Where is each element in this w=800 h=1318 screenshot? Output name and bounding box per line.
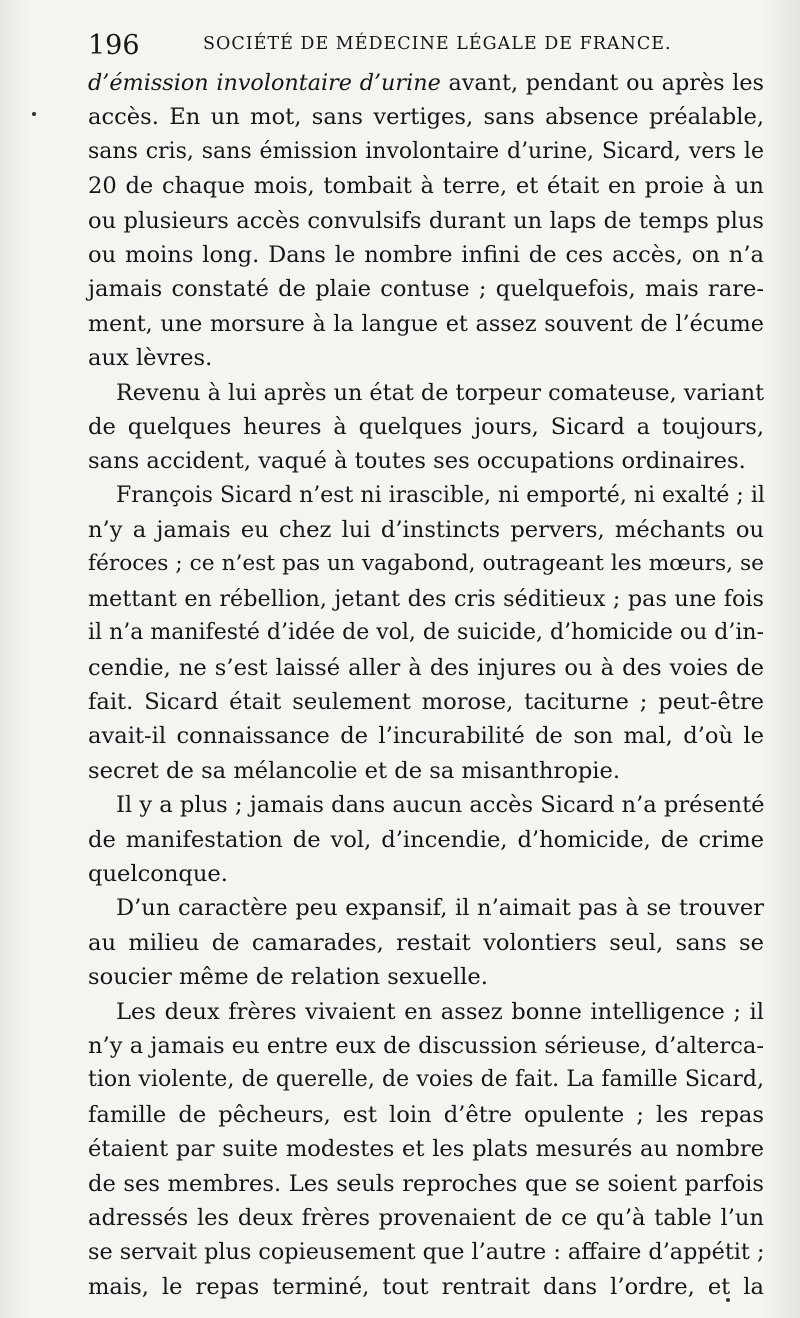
paragraph-start: François Sicard n’est ni irascible, ni emporté, ni exalté ; il xyxy=(116,482,765,508)
text-line: mais, le repas terminé, tout rentrait dans l’ordre, et la xyxy=(88,1273,764,1300)
paragraph-start: Les deux frères vivaient en assez bonne intelligence ; il xyxy=(116,998,764,1025)
text-line: accès. En un mot, sans vertiges, sans absence préalable, xyxy=(88,104,764,131)
paragraph-start: D’un caractère peu expansif, il n’aimait pas à se trouver xyxy=(116,895,764,922)
text-line: famille de pêcheurs, est loin d’être opulente ; les repas xyxy=(88,1101,764,1128)
text-line: adressés les deux frères provenaient de ce qu’à table l’un xyxy=(88,1204,764,1231)
paragraph-start: Il y a plus ; jamais dans aucun accès Sicard n’a présenté xyxy=(116,792,765,819)
text-line: n’y a jamais eu entre eux de discussion sérieuse, d’alterca- xyxy=(88,1032,764,1059)
text-line: cendie, ne s’est laissé aller à des injures ou à des voies de xyxy=(88,654,764,681)
text-line: fait. Sicard était seulement morose, taciturne ; peut-être xyxy=(88,689,764,716)
italic-phrase: d’émission involontaire d’urine xyxy=(88,70,441,96)
body-text xyxy=(88,66,764,1304)
text-line: 20 de chaque mois, tombait à terre, et était en proie à un xyxy=(88,173,764,200)
text-line: secret de sa mélancolie et de sa misanthropie. xyxy=(88,757,621,784)
text-line: ou plusieurs accès convulsifs durant un laps de temps plus xyxy=(88,207,764,234)
page-number: 196 xyxy=(88,30,140,61)
text-line: mettant en rébellion, jetant des cris séditieux ; pas une fois xyxy=(88,585,764,612)
text-line: tion violente, de querelle, de voies de fait. La famille Sicard, xyxy=(88,1067,764,1093)
page-header xyxy=(88,30,768,62)
text-line: jamais constaté de plaie contuse ; quelquefois, mais rare- xyxy=(88,276,764,303)
text-line: d’émission involontaire d’urine avant, pendant ou après les xyxy=(88,70,764,96)
text-line: avait-il connaissance de l’incurabilité de son mal, d’où le xyxy=(88,723,764,750)
text-line: sans cris, sans émission involontaire d’urine, Sicard, vers le xyxy=(88,138,764,164)
text-line: ment, une morsure à la langue et assez souvent de l’écume xyxy=(88,310,764,337)
text-line: sans accident, vaqué à toutes ses occupations ordinaires. xyxy=(88,448,746,475)
text-line: il n’a manifesté d’idée de vol, de suicide, d’homicide ou d’in- xyxy=(88,620,764,646)
text-line: quelconque. xyxy=(88,860,228,887)
text-line: de manifestation de vol, d’incendie, d’homicide, de crime xyxy=(88,826,764,853)
text-line: soucier même de relation sexuelle. xyxy=(88,964,488,991)
text-line: de ses membres. Les seuls reproches que se soient parfois xyxy=(88,1170,764,1197)
running-head: SOCIÉTÉ DE MÉDECINE LÉGALE DE FRANCE. xyxy=(203,34,672,54)
text-line: de quelques heures à quelques jours, Sicard a toujours, xyxy=(88,413,764,440)
text-line: étaient par suite modestes et les plats mesurés au nombre xyxy=(88,1136,764,1163)
text-line: au milieu de camarades, restait volontiers seul, sans se xyxy=(88,929,764,956)
text-line: ou moins long. Dans le nombre infini de ces accès, on n’a xyxy=(88,241,764,268)
text-line: féroces ; ce n’est pas un vagabond, outrageant les mœurs, se xyxy=(88,551,764,577)
text-line: se servait plus copieusement que l’autre : affaire d’appétit ; xyxy=(88,1239,765,1266)
paragraph-start: Revenu à lui après un état de torpeur comateuse, variant xyxy=(116,379,765,406)
text-line: n’y a jamais eu chez lui d’instincts pervers, méchants ou xyxy=(88,517,764,544)
margin-mark xyxy=(32,112,36,116)
text-line: aux lèvres. xyxy=(88,345,213,372)
